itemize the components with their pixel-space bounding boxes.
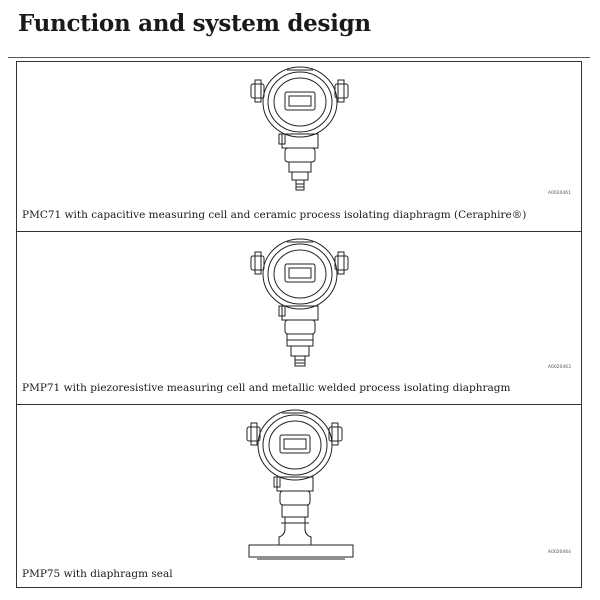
title-divider	[8, 57, 590, 58]
pressure-transmitter-diaphragm-seal-icon	[17, 405, 581, 588]
figure-table	[16, 61, 582, 588]
figure-id: A0020461	[547, 191, 571, 196]
figure-id: A0020464	[547, 550, 571, 555]
figure-caption: PMP75 with diaphragm seal	[22, 568, 173, 580]
figure-caption: PMP71 with piezoresistive measuring cell and metallic welded process isolating diaphragm	[22, 382, 511, 394]
pressure-transmitter-metallic-icon	[17, 232, 581, 405]
figure-pmp75	[17, 404, 581, 587]
figure-caption: PMC71 with capacitive measuring cell and ceramic process isolating diaphragm (Ceraphire®)	[22, 209, 527, 221]
pressure-transmitter-ceramic-icon	[17, 62, 581, 231]
page-title: Function and system design	[18, 10, 371, 37]
figure-id: A0020463	[547, 365, 571, 370]
figure-pmp71	[17, 231, 581, 404]
figure-pmc71	[17, 62, 581, 231]
